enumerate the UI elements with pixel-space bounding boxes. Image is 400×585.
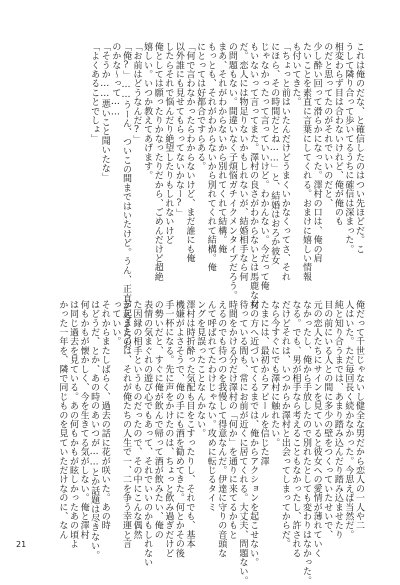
text-line: それからまたしばらく、過去の話に花が咲いた。あの時 bbox=[99, 300, 110, 530]
text-line: 「何で言わなかったらわからないけど、まだ誰にも俺 bbox=[184, 42, 195, 263]
text-line: えるのでも待つのを我慢して得意なんだ。伊達に守りの音頭な bbox=[216, 300, 227, 558]
text-line: うして隣り合って歩いてるうちに確信は深まった。 bbox=[343, 42, 354, 254]
text-line: にほら、その時間だとね……」と、結婚はおろか彼女 bbox=[269, 42, 280, 265]
text-line: 相変わらず目は合わないけれど、俺が俺のも bbox=[332, 42, 343, 226]
text-line: もっとも、それがわからないから別れてくれて結構。俺 bbox=[205, 42, 216, 272]
text-line: た因縁の相手というものだったので、その中にこんな偶然 bbox=[131, 300, 142, 540]
text-line: 「俺?」……うーん、ついこの間まではいたけど。うん、正直そろそろお bbox=[120, 42, 131, 349]
text-line: 嬉しい。いつか教えてあげます。 bbox=[142, 42, 153, 180]
text-line: の問題もない。間違いなく子煩悩ガチイクメンタイプだろう。 bbox=[226, 42, 237, 300]
text-line: 目の前にいる人との間に多少の壁をつくっていたせいで、 bbox=[322, 300, 333, 540]
text-line: 俺だって千世じゃないし健全な男だから恋人の一人や二 bbox=[354, 300, 364, 530]
text-line: かった一年を、隣で同じものを見ていただけなのに、なん bbox=[57, 300, 68, 540]
text-line: は同じ過去を見ている。あの何もかもが眩しかったあの頃よ bbox=[67, 300, 78, 549]
text-line: したらそれで悩んだり絶望したりもしれないけど bbox=[163, 42, 174, 245]
text-line: 元の恋人たちにサインを見ていると彼女への愛情が薄れていく bbox=[311, 300, 322, 558]
text-line: 澤村は時折酔った気配も目をこすったりし、それでも、基本 bbox=[184, 300, 195, 549]
text-line: 手一杯になる。先に声をかけたのは、ちょっと飲み過ぎだけど bbox=[163, 300, 174, 558]
text-line: 以外誰にも見せてもらってないかなー?」 bbox=[173, 42, 184, 218]
text-line: 機嫌がよさそうで、俺の手にも酒を勧めてきた。何とかその後 bbox=[173, 300, 184, 558]
text-line: たまには、最初からアピールを信じた澤 bbox=[258, 300, 269, 466]
text-line: のかな〜って…… bbox=[110, 42, 121, 118]
text-line: じゃなかったって言っていいけど。わかんない。今だって俺 bbox=[258, 42, 269, 291]
text-line: 俺としては願ったりかなったりだから、ごめんだけど超絶 bbox=[152, 42, 163, 282]
page-number: 21 bbox=[16, 540, 27, 549]
text-line: なかったし、俺から手放したので別れたとしても変わりはなかった。 bbox=[301, 300, 312, 585]
text-line: 少し酔い回って滑らかになった。澤村の口は、俺の肩 bbox=[311, 42, 322, 263]
text-line: にとっては好都合ですらある。 bbox=[195, 42, 206, 171]
bottom-text-block bbox=[34, 300, 364, 585]
text-line: まあ、それがわからないから別れてくれて結構。俺 bbox=[216, 42, 227, 254]
text-line: だけどそれは、いつからか澤村と出会ってしまってからだ。 bbox=[279, 300, 290, 549]
text-line: が起きたのは、それが俺たちの人生で一、二を争う幸運と言 bbox=[120, 300, 131, 549]
text-line: 「そうか……悪いこと聞いたな」 bbox=[99, 42, 110, 182]
text-line: 「ちょっと前はいたんだけどうまくいかなくってさ、それ bbox=[279, 42, 290, 282]
text-line: だ。恋人には物足りないかもしれないが、結婚相手なら何 bbox=[237, 42, 248, 282]
text-line: も付いてきた。 bbox=[290, 42, 301, 107]
text-line: の勢いだと、すぐに俺が飲んで帰って酒が飲みたい、俺の bbox=[152, 300, 163, 540]
top-text-block bbox=[64, 42, 364, 349]
text-line: 表情の気まぐれの遊び心でもあって、それでいいのかもしれない bbox=[142, 300, 153, 567]
text-line: のだと思ってたのがそれでいいのだと、 bbox=[322, 42, 333, 208]
text-line: たいことを素直に言葉にしてくれる。おまけに嬉しい情報 bbox=[301, 42, 312, 282]
text-line: 人はいた。ただ毎回長く続かなかった。今思えば当然だ。 bbox=[343, 300, 354, 540]
text-line: もいないって言ってまた。澤村の良さがわからないとは馬鹿な女 bbox=[248, 42, 259, 309]
text-line: 村の方へ近づいてくるまでは、俺からアクションを起こせない。 bbox=[248, 300, 259, 567]
text-line: はどうだ、とか、あの時のあいつが……とか話題は尽きない。 bbox=[89, 300, 100, 560]
text-line: っていい。 bbox=[110, 300, 121, 346]
text-line: なら今すぐにでも澤村に触れたい。 bbox=[269, 300, 280, 448]
text-line: 「お前はどうなんだ?」 bbox=[131, 42, 142, 145]
text-line: 何もかもが懐かしく、今を生きてる気がしない。俺と澤村 bbox=[78, 300, 89, 540]
text-line: これは俺のだな、と確信したのはつい先ほどだ。こ bbox=[354, 42, 364, 254]
text-line: んて呼ばれてたわけじゃない。攻めに転じるタイミ bbox=[205, 300, 216, 512]
text-line: ングを見誤ったことなんかない。 bbox=[195, 300, 206, 438]
text-line: 待っている間も、常にお前が近くに居てくれる。大丈夫、問題ない。 bbox=[237, 300, 248, 585]
text-line: 時間をかける分だけ澤村の「何か」を通りに来てるかもと bbox=[226, 300, 237, 540]
text-line: 「よくあることでしょ」 bbox=[89, 42, 100, 144]
text-line: 純と知り合うまでは、あまり踏み込んだり踏み込ませたり bbox=[332, 300, 343, 540]
text-line: なる。でも、男が相手なら考えることもなかったし、許される bbox=[290, 300, 301, 558]
